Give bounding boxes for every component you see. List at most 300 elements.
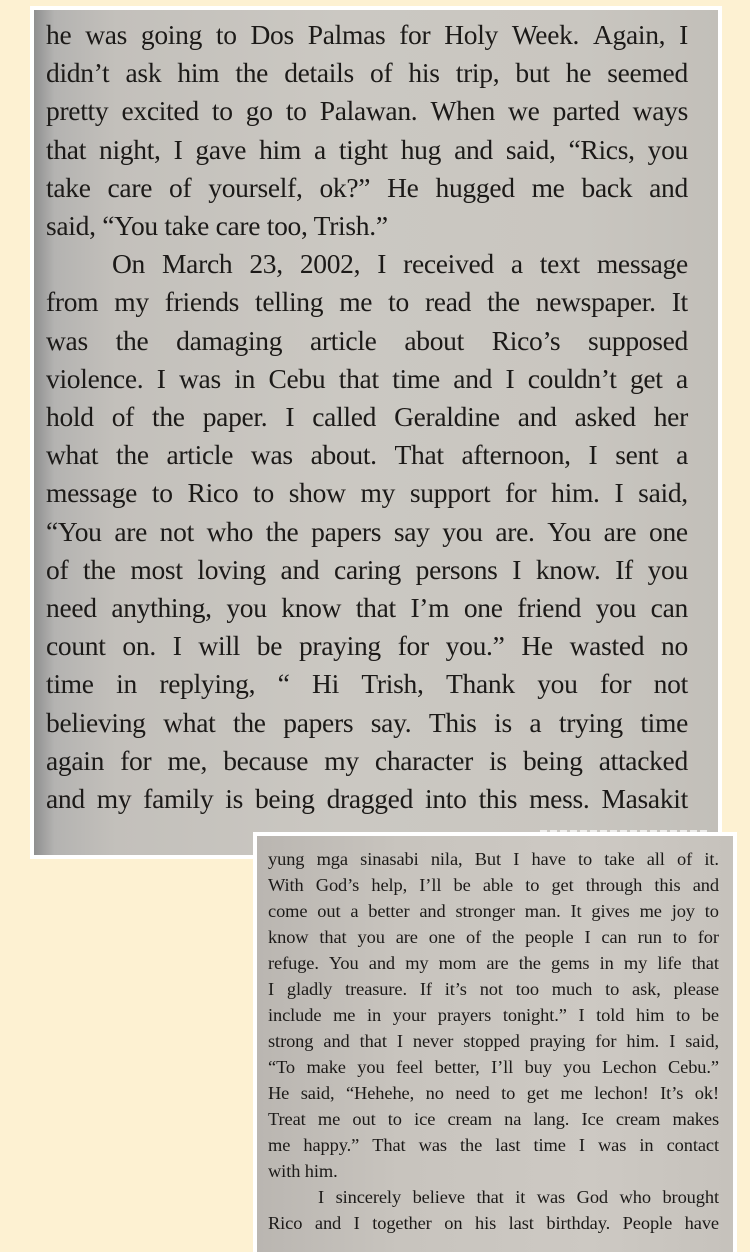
word: the	[487, 286, 520, 318]
word: and	[368, 953, 396, 973]
word: the	[518, 953, 541, 973]
text-line	[46, 16, 688, 54]
word: was	[46, 324, 88, 356]
word: I	[513, 849, 520, 869]
word: one	[649, 515, 688, 547]
word: article	[166, 439, 234, 471]
word: ok?”	[319, 171, 371, 203]
word: it’s	[444, 979, 467, 999]
word: was	[536, 1187, 566, 1207]
text-line	[268, 872, 719, 898]
text-line	[268, 1002, 719, 1028]
word: my	[405, 953, 429, 973]
word: a	[676, 362, 688, 394]
word: attacked	[598, 744, 688, 776]
word: Lechon	[602, 1057, 657, 1077]
word: and	[454, 133, 493, 165]
word: and	[692, 875, 719, 895]
word: my	[623, 953, 648, 973]
word: night,	[99, 133, 161, 165]
word: me	[339, 286, 373, 318]
word: I	[578, 1135, 585, 1155]
text-line	[46, 436, 688, 474]
word: Cebu.”	[667, 1057, 719, 1077]
word: brought	[662, 1187, 719, 1207]
word: When	[430, 95, 495, 127]
word: and	[314, 1213, 342, 1233]
text-line	[268, 1028, 719, 1054]
word: he	[565, 57, 592, 89]
word: read	[424, 286, 472, 318]
word: it	[515, 1187, 526, 1207]
word: If	[615, 553, 633, 585]
word: the	[265, 515, 299, 547]
word: come	[268, 901, 308, 921]
word: “To	[268, 1057, 296, 1077]
word: to	[577, 849, 593, 869]
word: believe	[412, 1187, 465, 1207]
word: asked	[574, 401, 636, 433]
word: for	[505, 477, 537, 509]
word: me	[639, 901, 662, 921]
word: his	[474, 1213, 497, 1233]
word: show	[288, 477, 346, 509]
word: we	[508, 95, 540, 127]
text-line	[268, 924, 719, 950]
word: and	[649, 171, 688, 203]
word: Rico	[187, 477, 239, 509]
word: a	[350, 901, 359, 921]
word: say.	[370, 706, 412, 738]
word: you	[226, 592, 267, 624]
text-line	[46, 513, 688, 551]
word: of	[370, 57, 393, 89]
word: to	[501, 1083, 516, 1103]
word: said,	[638, 477, 688, 509]
word: me,	[167, 744, 208, 776]
text-line	[46, 551, 688, 589]
word: happy.”	[303, 1135, 360, 1155]
word: article	[309, 324, 377, 356]
word: in	[116, 668, 137, 700]
word: know	[281, 592, 342, 624]
word: and	[419, 901, 446, 921]
word: run	[637, 927, 662, 947]
word: her	[653, 401, 688, 433]
word: said,	[685, 1031, 719, 1051]
word: cream	[615, 1109, 661, 1129]
word: a	[676, 439, 688, 471]
word: are	[395, 927, 418, 947]
word: Palawan.	[319, 95, 418, 127]
word: said,	[505, 133, 556, 165]
word: I	[584, 927, 591, 947]
word: man.	[524, 901, 561, 921]
word: cream	[447, 1109, 492, 1129]
word: into	[425, 783, 467, 815]
word: him.	[551, 477, 600, 509]
word: better	[368, 901, 410, 921]
word: dragged	[326, 783, 414, 815]
word: tight	[338, 133, 388, 165]
word: excited	[121, 95, 199, 127]
word: was	[250, 439, 293, 471]
word: count	[46, 630, 106, 662]
word: sinasabi	[360, 849, 419, 869]
word: time	[46, 668, 94, 700]
text-line: with him.	[268, 1161, 338, 1181]
word: hold	[46, 401, 94, 433]
word: for	[399, 19, 431, 50]
word: can	[601, 927, 627, 947]
word: ways	[632, 95, 688, 127]
word: mom	[438, 953, 477, 973]
word: is	[489, 744, 507, 776]
book-page-photo-top	[30, 6, 722, 859]
word: to	[253, 477, 274, 509]
word: “	[277, 668, 290, 700]
word: that	[338, 362, 379, 394]
word: most	[130, 553, 183, 585]
word: to	[151, 477, 173, 509]
word: take	[46, 171, 91, 203]
word: out	[317, 901, 341, 921]
text-line	[46, 283, 688, 321]
word: life	[657, 953, 682, 973]
word: to	[525, 875, 540, 895]
word: help,	[371, 875, 408, 895]
word: because	[223, 744, 309, 776]
word: I	[268, 979, 275, 999]
word: back	[581, 171, 633, 203]
text-line	[46, 398, 688, 436]
word: “Rics,	[568, 133, 635, 165]
text-line	[268, 898, 719, 924]
word: hugged	[435, 171, 515, 203]
word: the	[152, 401, 185, 433]
text-line	[46, 322, 688, 360]
word: Trish,	[361, 668, 424, 700]
word: “You	[46, 515, 102, 547]
word: text	[539, 248, 580, 280]
word: buy	[524, 1057, 552, 1077]
word: be	[701, 1005, 719, 1025]
word: ask,	[632, 979, 661, 999]
word: make	[306, 1057, 346, 1077]
word: stronger	[455, 901, 515, 921]
word: wasted	[569, 630, 645, 662]
word: going	[140, 19, 203, 50]
word: that	[476, 1187, 504, 1207]
word: people	[525, 927, 574, 947]
word: the	[492, 927, 515, 947]
word: me	[333, 1005, 356, 1025]
word: are	[486, 953, 509, 973]
text-line	[46, 780, 688, 818]
word: You	[329, 953, 359, 973]
word: I	[669, 1031, 676, 1051]
word: please	[673, 979, 719, 999]
word: It	[671, 286, 688, 318]
word: this	[478, 783, 518, 815]
word: was	[85, 19, 128, 50]
word: you	[563, 1057, 591, 1077]
word: last	[495, 1135, 521, 1155]
word: get	[629, 362, 663, 394]
word: was	[597, 1135, 627, 1155]
word: Ice	[581, 1109, 604, 1129]
word: get	[551, 875, 574, 895]
word: ice	[414, 1109, 436, 1129]
word: to	[215, 19, 237, 50]
word: the	[116, 439, 149, 471]
word: you	[595, 592, 637, 624]
word: not	[653, 668, 688, 700]
word: and	[517, 401, 557, 433]
word: have	[531, 849, 566, 869]
word: able	[482, 875, 514, 895]
word: That	[372, 1135, 406, 1155]
word: I	[318, 1187, 325, 1207]
word: gives	[591, 901, 630, 921]
word: support	[409, 477, 491, 509]
word: I’ll	[491, 1057, 514, 1077]
word: be	[453, 875, 471, 895]
text-line	[268, 1184, 719, 1210]
word: one	[463, 592, 503, 624]
word: go	[245, 95, 273, 127]
word: need	[455, 1083, 490, 1103]
word: need	[46, 592, 97, 624]
word: said,	[300, 1083, 335, 1103]
text-line	[46, 589, 688, 627]
word: what	[163, 706, 216, 738]
word: pretty	[46, 95, 109, 127]
word: was	[179, 362, 221, 394]
word: lang.	[533, 1109, 570, 1129]
word: “Hehehe,	[345, 1083, 415, 1103]
word: I	[578, 1005, 585, 1025]
word: praying	[529, 1031, 586, 1051]
word: me	[317, 1109, 341, 1129]
word: refuge.	[268, 953, 319, 973]
word: know.	[535, 553, 601, 585]
word: telling	[255, 286, 324, 318]
word: This	[428, 706, 477, 738]
word: of	[46, 553, 69, 585]
word: 23,	[249, 248, 283, 280]
text-line	[268, 1080, 719, 1106]
text-line	[46, 360, 688, 398]
page-text-top	[34, 10, 718, 855]
word: persons	[415, 553, 498, 585]
word: me	[268, 1135, 291, 1155]
word: Week.	[511, 19, 580, 50]
word: I	[512, 553, 522, 585]
word: strong	[268, 1031, 314, 1051]
word: I	[173, 133, 183, 165]
word: Dos	[250, 19, 294, 50]
word: him	[636, 1005, 665, 1025]
word: I	[172, 630, 182, 662]
word: not	[159, 515, 194, 547]
word: and	[280, 553, 320, 585]
word: a	[313, 133, 326, 165]
word: time	[640, 706, 688, 738]
word: makes	[672, 1109, 719, 1129]
word: all	[646, 849, 665, 869]
word: this	[654, 875, 681, 895]
word: damaging	[176, 324, 283, 356]
word: stopped	[463, 1031, 520, 1051]
word: yung	[268, 849, 305, 869]
word: He	[521, 630, 553, 662]
word: on	[444, 1213, 463, 1233]
word: my	[324, 744, 359, 776]
paragraph	[46, 245, 688, 818]
word: a	[510, 248, 523, 280]
word: family	[143, 783, 214, 815]
word: together	[372, 1213, 432, 1233]
word: Geraldine	[394, 401, 500, 433]
word: being	[254, 783, 315, 815]
word: sent	[615, 439, 659, 471]
word: who	[206, 515, 254, 547]
word: you	[647, 553, 688, 585]
word: that	[359, 1031, 387, 1051]
word: gems	[551, 953, 590, 973]
word: a	[529, 706, 542, 738]
word: for	[697, 927, 719, 947]
word: his	[408, 57, 440, 89]
text-line: said, “You take care too, Trish.”	[46, 210, 388, 242]
word: take	[604, 849, 635, 869]
word: I	[396, 1031, 403, 1051]
word: that	[355, 592, 396, 624]
word: your	[392, 1005, 427, 1025]
word: to	[676, 1005, 691, 1025]
word: care	[107, 171, 153, 203]
word: March	[162, 248, 233, 280]
word: in	[234, 362, 256, 394]
word: He	[268, 1083, 290, 1103]
text-line	[268, 976, 719, 1002]
word: message	[46, 477, 138, 509]
word: for	[120, 744, 152, 776]
text-line	[268, 1054, 719, 1080]
word: afternoon,	[461, 439, 571, 471]
word: to	[672, 927, 687, 947]
word: him	[259, 133, 301, 165]
word: prayers	[437, 1005, 492, 1025]
word: him	[177, 57, 220, 89]
word: of	[169, 171, 192, 203]
word: I’m	[410, 592, 450, 624]
text-line	[46, 474, 688, 512]
word: God’s	[315, 875, 360, 895]
word: I’ll	[419, 875, 442, 895]
text-line	[46, 742, 688, 780]
text-line	[46, 665, 688, 703]
word: I	[505, 362, 515, 394]
word: not	[479, 979, 503, 999]
word: never	[412, 1031, 454, 1051]
word: character	[374, 744, 473, 776]
paragraph	[268, 846, 719, 1184]
word: my	[360, 477, 396, 509]
word: too	[515, 979, 539, 999]
word: the	[83, 553, 116, 585]
word: contact	[666, 1135, 719, 1155]
word: on.	[122, 630, 156, 662]
word: and	[453, 362, 493, 394]
word: to	[605, 979, 620, 999]
text-line	[268, 1210, 719, 1236]
word: I	[156, 362, 166, 394]
word: you	[357, 1057, 385, 1077]
word: no	[661, 630, 688, 662]
word: mga	[316, 849, 348, 869]
word: are.	[495, 515, 535, 547]
word: for	[600, 668, 632, 700]
word: papers	[311, 515, 382, 547]
word: better,	[434, 1057, 480, 1077]
word: for	[397, 630, 429, 662]
book-page-photo-bottom	[253, 832, 737, 1252]
word: are	[603, 515, 637, 547]
word: about	[404, 324, 464, 356]
word: say	[393, 515, 430, 547]
word: through	[585, 875, 643, 895]
word: With	[268, 875, 304, 895]
word: and	[323, 1031, 350, 1051]
word: na	[504, 1109, 522, 1129]
word: can	[650, 592, 688, 624]
word: he	[46, 19, 72, 50]
word: praying	[298, 630, 381, 662]
text-line	[268, 846, 719, 872]
word: parted	[552, 95, 620, 127]
word: for	[595, 1031, 617, 1051]
word: my	[114, 286, 149, 318]
word: Treat	[268, 1109, 306, 1129]
word: is	[494, 706, 512, 738]
word: believing	[46, 706, 146, 738]
text-line	[268, 1106, 719, 1132]
word: will	[198, 630, 240, 662]
word: I	[588, 439, 598, 471]
word: again	[46, 744, 105, 776]
word: to	[285, 95, 307, 127]
word: is	[225, 783, 244, 815]
word: I	[377, 248, 387, 280]
text-line	[268, 950, 719, 976]
word: one	[428, 927, 456, 947]
word: in	[639, 1135, 654, 1155]
word: friends	[164, 286, 240, 318]
word: about.	[310, 439, 377, 471]
word: of	[465, 927, 482, 947]
text-line	[46, 92, 688, 130]
word: you	[647, 133, 688, 165]
word: told	[596, 1005, 625, 1025]
word: me	[560, 1083, 583, 1103]
word: be	[256, 630, 283, 662]
word: newspaper.	[535, 286, 656, 318]
word: to	[211, 95, 233, 127]
word: supposed	[588, 324, 688, 356]
word: you	[442, 515, 483, 547]
